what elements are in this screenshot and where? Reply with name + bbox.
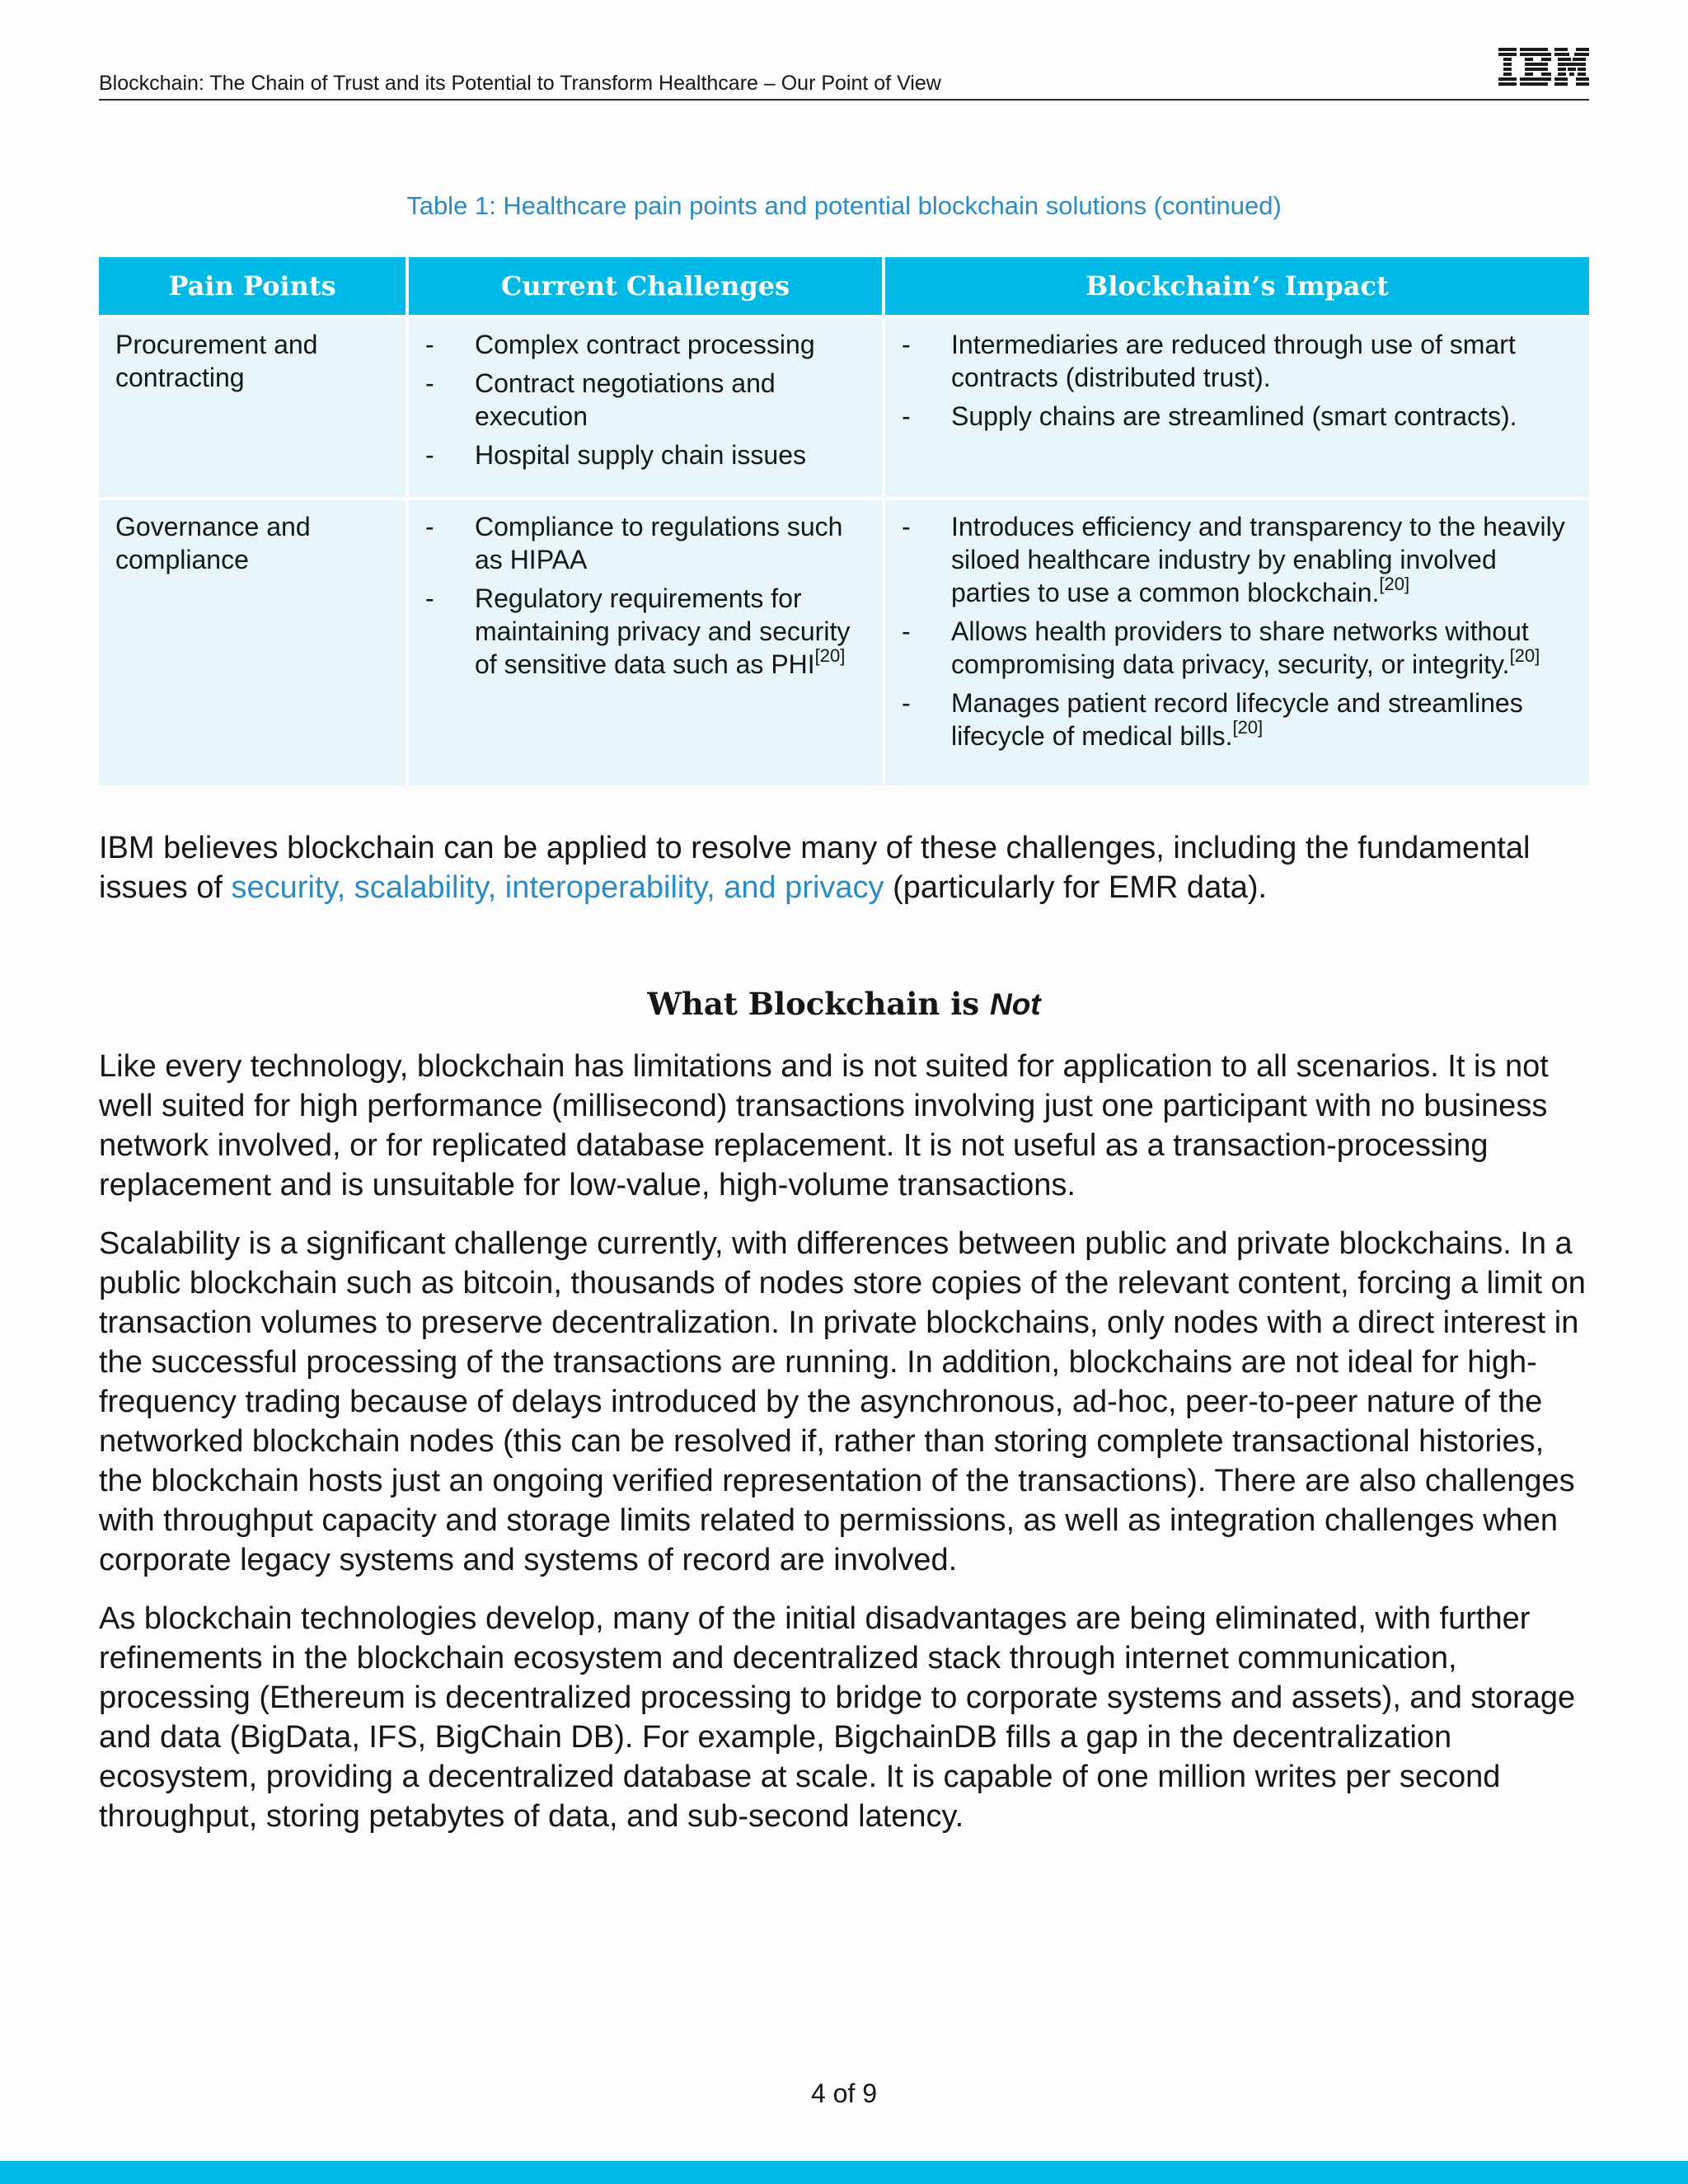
challenges-list xyxy=(425,328,865,471)
table-row xyxy=(99,499,1589,785)
pain-point-label: Procurement and contracting xyxy=(115,330,318,392)
impact-list xyxy=(902,510,1573,752)
impact-text: Allows health providers to share networks without compromising data privacy, security, or integrity. xyxy=(951,616,1529,679)
table-caption: Table 1: Healthcare pain points and potential blockchain solutions (continued) xyxy=(406,191,1282,220)
section-heading-italic: Not xyxy=(989,987,1041,1021)
column-header-blockchain-impact: Blockchain’s Impact xyxy=(884,257,1589,316)
impact-item: - Supply chains are streamlined (smart contracts). xyxy=(902,400,1573,433)
body-paragraph: As blockchain technologies develop, many of the initial disadvantages are being eliminated, with further refinements in the blockchain ecosystem and decentralized stack through internet communication, processing (Ethereum is decentralized processing to bridge to corporate systems and assets), and storage and data (BigData, IFS, BigChain DB). For example, BigchainDB fills a gap in the decentralization ecosystem, providing a decentralized database at scale. It is capable of one million writes per second throughput, storing petabytes of data, and sub-second latency. xyxy=(99,1601,1576,1834)
table-row xyxy=(99,316,1589,499)
citation-ref: [20] xyxy=(814,645,846,667)
intro-paragraph xyxy=(99,828,1589,926)
highlighted-issues-text: security, scalability, interoperability, and privacy xyxy=(231,870,884,905)
impact-item xyxy=(902,687,1573,752)
intro-text-end: (particularly for EMR data). xyxy=(884,870,1268,905)
column-header-current-challenges: Current Challenges xyxy=(407,257,884,316)
pain-points-table xyxy=(99,257,1589,785)
impact-cell xyxy=(884,499,1589,785)
body-paragraph: Scalability is a significant challenge currently, with differences between public and private blockchains. In a public blockchain such as bitcoin, thousands of nodes store copies of the relevant content, forcing a limit on transaction volumes to preserve decentralization. In private blockchains, only nodes with a direct interest in the successful processing of the transactions are running. In addition, blockchains are not ideal for high-frequency trading because of delays introduced by the asynchronous, ad-hoc, peer-to-peer nature of the networked blockchain nodes (this can be resolved if, rather than storing complete transactional histories, the blockchain hosts just an ongoing verified representation of the transactions). There are also challenges with throughput capacity and storage limits related to permissions, as well as integration challenges when corporate legacy systems and systems of record are involved. xyxy=(99,1226,1586,1577)
challenge-item xyxy=(425,582,865,681)
intro-text: IBM believes blockchain can be applied to resolve many of these challenges, including the fundamental issues of xyxy=(99,831,1531,905)
challenges-list xyxy=(425,510,865,681)
challenge-item xyxy=(425,510,865,576)
table-header-row xyxy=(99,257,1589,316)
challenge-text: Compliance to regulations such as HIPAA xyxy=(475,512,843,574)
impact-text: Manages patient record lifecycle and streamlines lifecycle of medical bills. xyxy=(951,688,1523,751)
page-header xyxy=(99,43,1589,101)
impact-cell xyxy=(884,316,1589,499)
section-heading-main: What Blockchain is xyxy=(647,986,990,1022)
impact-item xyxy=(902,615,1573,681)
column-header-pain-points: Pain Points xyxy=(99,257,407,316)
page-number: 4 of 9 xyxy=(810,2079,878,2108)
footer-bar xyxy=(0,2161,1688,2184)
challenge-text: Regulatory requirements for maintaining privacy and security of sensitive data such as PHI xyxy=(475,583,851,679)
ibm-logo-icon xyxy=(1498,48,1589,86)
impact-list xyxy=(902,328,1573,433)
challenges-cell xyxy=(407,499,884,785)
challenge-item: - Contract negotiations and execution xyxy=(425,367,865,433)
pain-point-label: Governance and compliance xyxy=(115,512,311,574)
body-paragraph: Like every technology, blockchain has limitations and is not suited for application to all scenarios. It is not well suited for high performance (millisecond) transactions involving just one participant with no business network involved, or for replicated database replacement. It is not useful as a transaction-processing replacement and is unsuitable for low-value, high-volume transactions. xyxy=(99,1049,1549,1202)
section-heading xyxy=(99,986,1589,1022)
challenge-item: - Complex contract processing xyxy=(425,328,865,361)
citation-ref: [20] xyxy=(1232,717,1264,738)
challenge-item: - Hospital supply chain issues xyxy=(425,438,865,471)
challenges-cell xyxy=(407,316,884,499)
impact-text: Introduces efficiency and transparency to the heavily siloed healthcare industry by enabling involved parties to use a common blockchain. xyxy=(951,512,1565,607)
section-body xyxy=(99,1047,1589,1855)
citation-ref: [20] xyxy=(1509,645,1540,667)
pain-point-cell xyxy=(99,499,407,785)
pain-point-cell xyxy=(99,316,407,499)
impact-item: - Intermediaries are reduced through use of smart contracts (distributed trust). xyxy=(902,328,1573,394)
impact-item xyxy=(902,510,1573,609)
header-title: Blockchain: The Chain of Trust and its Potential to Transform Healthcare – Our Point of View xyxy=(99,72,941,95)
citation-ref: [20] xyxy=(1379,574,1410,595)
